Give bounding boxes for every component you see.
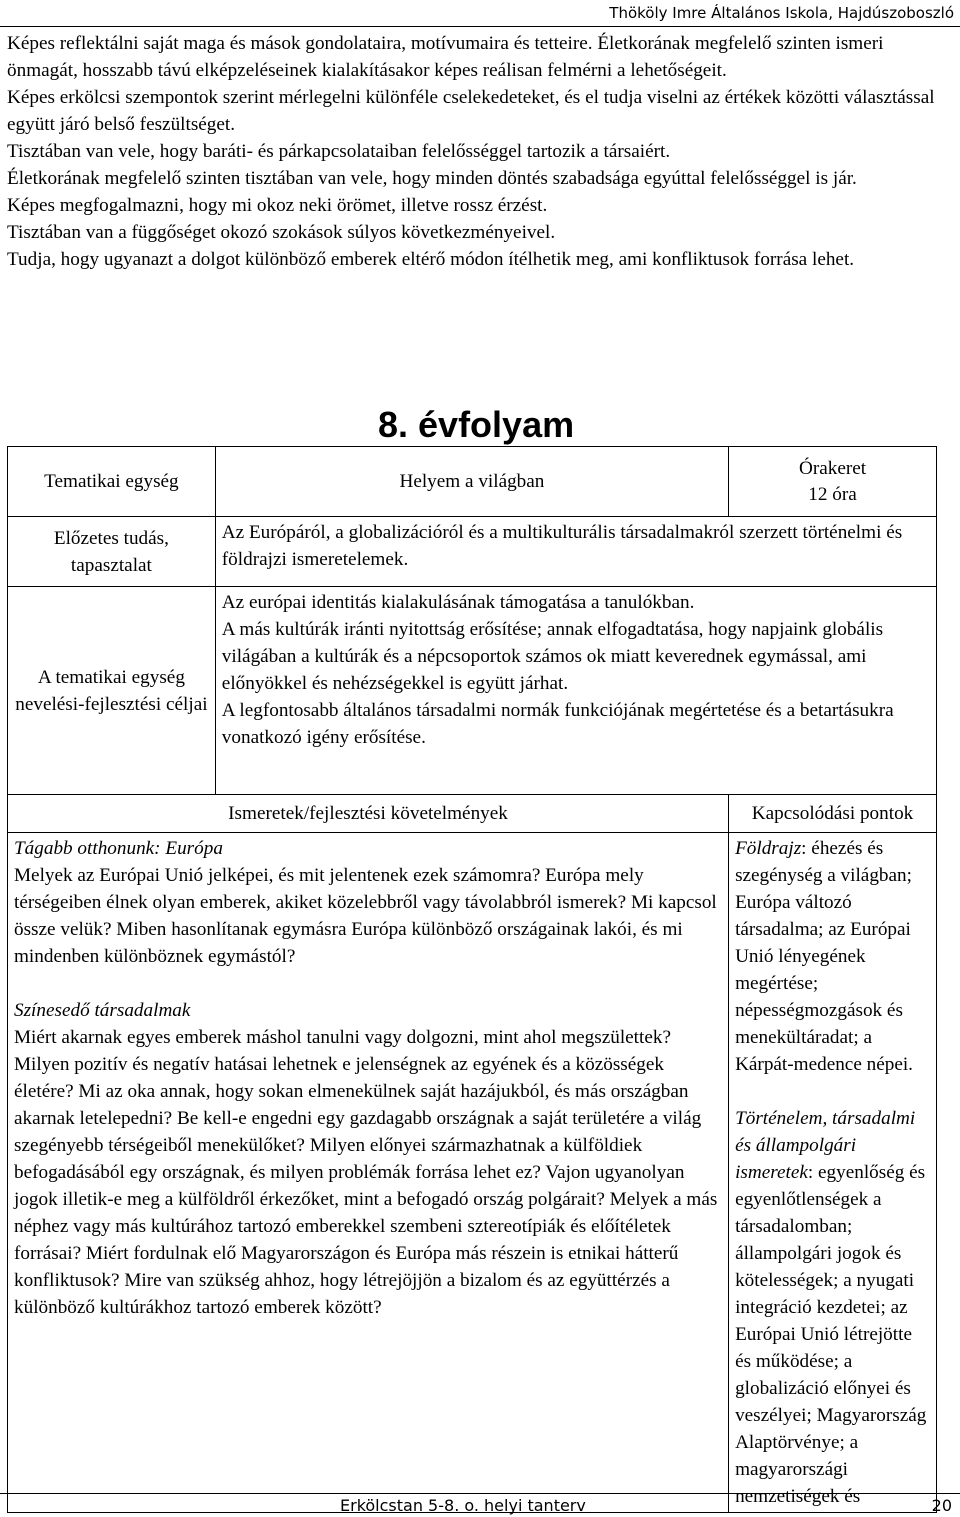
unit-name: Helyem a világban [215,447,728,517]
goal-item: A legfontosabb általános társadalmi normák funkciójának megértetése és a betartásukra vonatkozó igény erősítése. [221,700,894,748]
goals-label: A tematikai egység nevelési-fejlesztési céljai [8,587,216,795]
links-cell [729,833,937,1513]
section-title: Tágabb otthonunk: Európa [14,838,223,859]
school-name: Thököly Imre Általános Iskola, Hajdúszoboszló [609,4,954,22]
prior-label: Előzetes tudás, tapasztalat [8,517,216,587]
intro-text [7,30,955,273]
page-number: 20 [931,1496,952,1515]
section-title: Színesedő társadalmak [14,1000,191,1021]
intro-paragraph: Tisztában van a függőséget okozó szokások súlyos következményeivel. [7,222,556,243]
requirements-cell [8,833,729,1513]
intro-paragraph: Tisztában van vele, hogy baráti- és párkapcsolataiban felelősséggel tartozik a társaiért. [7,141,671,162]
intro-paragraph: Képes reflektálni saját maga és mások gondolataira, motívumaira és tetteire. Életkorának megfelelő szinten ismeri önmagát, hosszabb távú elképzeléseinek kialakításakor képes reálisan felmérni a lehetőségeit. [7,33,884,81]
hours-value: 12 óra [808,483,857,505]
goals-text [215,587,936,795]
goal-item: Az európai identitás kialakulásának támogatása a tanulókban. [221,592,695,613]
link-text: : éhezés és szegénység a világban; Európa változó társadalma; az Európai Unió lényegének megértése; népességmozgások és menekültáradat; a Kárpát-medence népei. [735,838,913,1075]
intro-paragraph: Tudja, hogy ugyanazt a dolgot különböző emberek eltérő módon ítélhetik meg, ami konfliktusok forrása lehet. [7,249,855,270]
link-subject: Történelem, társadalmi és állampolgári ismeretek [735,1108,916,1183]
links-header: Kapcsolódási pontok [729,795,937,833]
intro-paragraph: Életkorának megfelelő szinten tisztában van vele, hogy minden döntés szabadsága egyúttal felelősséggel is jár. [7,168,857,189]
requirements-header: Ismeretek/fejlesztési követelmények [8,795,729,833]
footer-rule [0,1493,960,1494]
section-text: Miért akarnak egyes emberek máshol tanulni vagy dolgozni, mint ahol megszülettek? Milyen pozitív és negatív hatásai lehetnek e jelenségnek az egyének és a közösségek életére? Mi az oka annak, hogy sokan elmenekülnek saját hazájukból, és más országban akarnak letelepedni? Be kell-e engedni egy gazdagabb országnak a saját területére a világ szegényebb térségeiből menekülőket? Milyen előnyei származhatnak a külföldiek befogadásából egy országnak, és milyen problémák forrása lehet ez? Vajon ugyanolyan jogok illetik-e meg a külföldről érkezőket, mint a befogadó ország polgárait? Melyek a más néphez vagy más kultúrához tartozó emberekkel szembeni sztereotípiák és előítéletek forrásai? Miért fordulnak elő Magyarországon és Európa más részein is etnikai hátterű konfliktusok? Mire van szükség ahhoz, hogy létrejöjjön a bizalom és az együttérzés a különböző kultúrákhoz tartozó emberek között? [14,1027,718,1318]
link-text: : egyenlőség és egyenlőtlenségek a társadalomban; állampolgári jogok és kötelességek; a nyugati integráció kezdetei; az Európai Unió létrejötte és működése; a globalizáció előnyei és veszélyei; Magyarország Alaptörvénye; a magyarországi nemzetiségek és [735,1162,927,1507]
prior-text: Az Európáról, a globalizációról és a multikulturális társadalmakról szerzett történelmi és földrajzi ismeretelemek. [215,517,936,587]
intro-paragraph: Képes megfogalmazni, hogy mi okoz neki örömet, illetve rossz érzést. [7,195,548,216]
header-rule [0,26,960,27]
link-subject: Földrajz [735,838,802,859]
curriculum-table [7,446,937,1513]
unit-label: Tematikai egység [8,447,216,517]
intro-paragraph: Képes erkölcsi szempontok szerint mérlegelni különféle cselekedeteket, és el tudja viselni az értékek közötti választással együtt járó belső feszültséget. [7,87,935,135]
hours-label: Órakeret [798,457,867,479]
grade-title: 8. évfolyam [378,404,575,445]
goal-item: A más kultúrák iránti nyitottság erősítése; annak elfogadtatása, hogy napjaink globális világában a kultúrák és a népcsoportok számos ok miatt keverednek egymással, ami előnyökkel és nehézségekkel is együtt járhat. [221,619,884,694]
page-header [0,2,960,24]
footer-document: Erkölcstan 5-8. o. helyi tanterv [340,1496,586,1515]
section-text: Melyek az Európai Unió jelképei, és mit jelentenek ezek számomra? Európa mely térségeiben élnek olyan emberek, akiket közelebbről vagy távolabbról ismerek? Mi kapcsol össze velük? Miben hasonlítanak egymásra Európa különböző országainak lakói, és mi mindenben különböznek egymástól? [14,865,717,967]
hours-cell [729,447,937,517]
